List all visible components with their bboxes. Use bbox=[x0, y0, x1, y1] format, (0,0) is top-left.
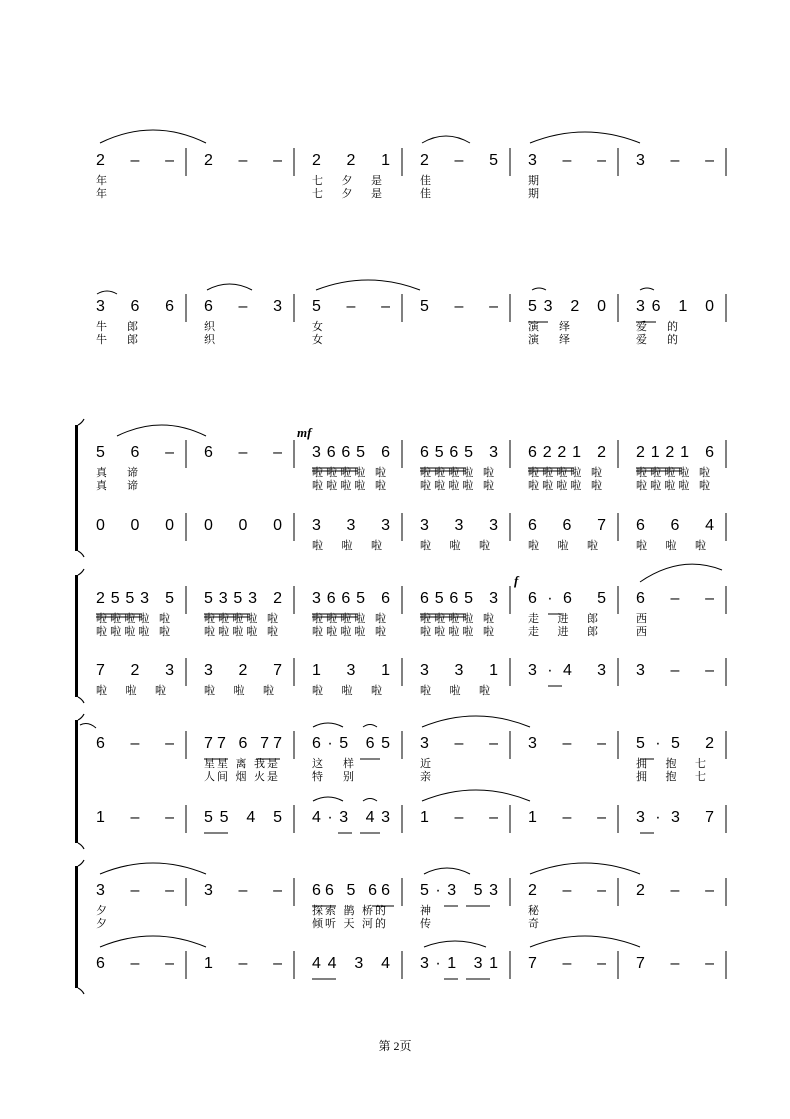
measure-notes: 3 6 6 bbox=[96, 298, 174, 315]
dynamic-mark: mf bbox=[297, 425, 312, 440]
system-brace bbox=[75, 866, 78, 988]
measure-notes: 1 – – bbox=[420, 809, 498, 826]
measure-notes: 3 – – bbox=[528, 735, 606, 752]
lyric-text: 真 谛 bbox=[96, 479, 138, 492]
measure-notes: 3 – – bbox=[528, 152, 606, 169]
brace-cap-top bbox=[78, 419, 84, 425]
brace-cap-bottom bbox=[78, 697, 84, 703]
measure-notes: 3 3 3 bbox=[312, 517, 390, 534]
measure-notes: 3 3 3 bbox=[420, 517, 498, 534]
measure-notes: 6565 3 bbox=[420, 590, 498, 607]
lyric-text: 佳 bbox=[420, 187, 431, 200]
lyric-text: 年 bbox=[96, 174, 107, 187]
measure-notes: 5 – – bbox=[312, 298, 390, 315]
measure-notes: 2553 5 bbox=[96, 590, 174, 607]
brace-cap-top bbox=[78, 714, 84, 720]
measure-notes: 2 – – bbox=[204, 152, 282, 169]
page-number: 第 2页 bbox=[378, 1039, 412, 1053]
slur bbox=[530, 936, 640, 947]
lyric-text: 啦啦啦啦 啦 bbox=[312, 612, 386, 625]
lyric-text: 啦啦啦啦 啦 bbox=[636, 466, 710, 479]
system-brace bbox=[75, 425, 78, 551]
slur bbox=[80, 724, 96, 728]
brace-cap-bottom bbox=[78, 551, 84, 557]
measure-notes: 3 – – bbox=[636, 662, 714, 679]
brace-cap-bottom bbox=[78, 988, 84, 994]
lyric-text: 人间 烟 火是 bbox=[204, 770, 278, 783]
lyric-text: 织 bbox=[204, 333, 215, 346]
measure-notes: 2 – – bbox=[528, 882, 606, 899]
lyric-text: 秘 bbox=[528, 904, 539, 917]
lyric-text: 啦 啦 啦 bbox=[96, 684, 166, 697]
lyric-text: 啦啦啦啦 啦 bbox=[96, 625, 170, 638]
brace-cap-bottom bbox=[78, 843, 84, 849]
lyric-text: 传 bbox=[420, 917, 431, 930]
slur bbox=[100, 936, 206, 947]
lyric-text: 爱 的 bbox=[636, 320, 678, 333]
lyric-text: 牛 郎 bbox=[96, 320, 138, 333]
lyric-text: 期 bbox=[528, 187, 539, 200]
measure-notes: 5 – – bbox=[420, 298, 498, 315]
lyric-text: 奇 bbox=[528, 917, 539, 930]
measure-notes: 5 6 – bbox=[96, 444, 174, 461]
brace-cap-top bbox=[78, 860, 84, 866]
lyric-text: 啦啦啦啦 啦 bbox=[636, 479, 710, 492]
lyric-text: 女 bbox=[312, 320, 323, 333]
lyric-text: 啦啦啦啦 啦 bbox=[312, 625, 386, 638]
measure-notes: 6 – 3 bbox=[204, 298, 282, 315]
note-layer bbox=[96, 152, 714, 972]
lyric-text: 星星 离 我是 bbox=[204, 757, 278, 770]
lyric-text: 啦啦啦啦 啦 bbox=[204, 625, 278, 638]
lyric-text: 七 夕 是 bbox=[312, 174, 382, 187]
lyric-text: 拥 抱 七 bbox=[636, 757, 706, 770]
measure-notes: 5353 2 bbox=[204, 590, 282, 607]
lyric-text: 啦啦啦啦 啦 bbox=[312, 466, 386, 479]
lyric-text: 啦啦啦啦 啦 bbox=[96, 612, 170, 625]
slur bbox=[100, 863, 206, 874]
measure-notes: 3·4 3 bbox=[528, 662, 606, 679]
slur bbox=[313, 723, 343, 727]
lyric-text: 走 进 郎 bbox=[528, 612, 598, 625]
lyric-text: 亲 bbox=[420, 770, 431, 783]
measure-notes: 1 – – bbox=[528, 809, 606, 826]
measure-notes: 5·5 2 bbox=[636, 735, 714, 752]
measure-notes: 6565 3 bbox=[420, 444, 498, 461]
lyric-text: 女 bbox=[312, 333, 323, 346]
lyric-text: 走 进 郎 bbox=[528, 625, 598, 638]
lyric-text: 织 bbox=[204, 320, 215, 333]
system-braces bbox=[75, 419, 84, 994]
measure-notes: 6221 2 bbox=[528, 444, 606, 461]
slur bbox=[424, 868, 470, 874]
slur bbox=[640, 288, 654, 290]
dynamic-mark: f bbox=[514, 573, 519, 588]
measure-notes: 6 – – bbox=[96, 735, 174, 752]
brace-cap-top bbox=[78, 569, 84, 575]
lyric-text: 佳 bbox=[420, 174, 431, 187]
slur bbox=[422, 716, 530, 727]
measure-notes: 6 – – bbox=[204, 444, 282, 461]
measure-notes: 2 2 1 bbox=[312, 152, 390, 169]
measure-notes: 2 – – bbox=[636, 882, 714, 899]
measure-notes: 3 3 1 bbox=[420, 662, 498, 679]
slur bbox=[530, 863, 640, 874]
measure-notes: 3 – – bbox=[636, 152, 714, 169]
measure-notes: 3 2 7 bbox=[204, 662, 282, 679]
lyric-text: 演 绎 bbox=[528, 333, 570, 346]
lyric-text: 啦 啦 啦 bbox=[204, 684, 274, 697]
measure-notes: 6·6 5 bbox=[528, 590, 606, 607]
measure-notes: 36 1 0 bbox=[636, 298, 714, 315]
lyric-text: 年 bbox=[96, 187, 107, 200]
measure-notes: 6 – – bbox=[96, 955, 174, 972]
measure-notes: 55 4 5 bbox=[204, 809, 282, 826]
measure-notes: 6·5 65 bbox=[312, 735, 390, 752]
lyric-text: 西 bbox=[636, 612, 647, 625]
lyric-text: 七 夕 是 bbox=[312, 187, 382, 200]
measure-notes: 3 – – bbox=[204, 882, 282, 899]
measure-notes: 2121 6 bbox=[636, 444, 714, 461]
expression-marks bbox=[80, 130, 722, 979]
lyric-text: 牛 郎 bbox=[96, 333, 138, 346]
lyric-text: 啦啦啦啦 啦 bbox=[528, 479, 602, 492]
slur bbox=[532, 288, 546, 290]
measure-notes: 44 3 4 bbox=[312, 955, 390, 972]
slur bbox=[100, 130, 206, 143]
lyric-text: 啦啦啦啦 啦 bbox=[528, 466, 602, 479]
lyric-text: 神 bbox=[420, 904, 431, 917]
lyric-text: 倾听 天 河的 bbox=[312, 917, 386, 930]
measure-notes: 3665 6 bbox=[312, 590, 390, 607]
lyric-text: 啦 啦 啦 bbox=[636, 539, 706, 552]
lyric-text: 夕 bbox=[96, 917, 107, 930]
slur bbox=[316, 280, 420, 290]
slur bbox=[363, 725, 377, 728]
lyric-text: 演 绎 bbox=[528, 320, 570, 333]
lyric-text: 拥 抱 七 bbox=[636, 770, 706, 783]
lyric-text: 啦 啦 啦 bbox=[420, 684, 490, 697]
slur bbox=[424, 941, 486, 947]
lyric-text: 啦啦啦啦 啦 bbox=[204, 612, 278, 625]
slur bbox=[422, 136, 470, 143]
measure-notes: 6 6 4 bbox=[636, 517, 714, 534]
lyric-text: 夕 bbox=[96, 904, 107, 917]
lyric-text: 西 bbox=[636, 625, 647, 638]
measure-notes: 3 – – bbox=[420, 735, 498, 752]
measure-notes: 77 6 77 bbox=[204, 735, 282, 752]
lyric-text: 啦啦啦啦 啦 bbox=[420, 479, 494, 492]
lyric-text: 啦啦啦啦 啦 bbox=[420, 466, 494, 479]
slur bbox=[117, 425, 206, 436]
lyric-text: 近 bbox=[420, 757, 431, 770]
lyric-text: 特 别 bbox=[312, 770, 354, 783]
slur bbox=[530, 132, 640, 143]
measure-notes: 4·3 43 bbox=[312, 809, 390, 826]
measure-notes: 3665 6 bbox=[312, 444, 390, 461]
slur bbox=[422, 790, 530, 801]
lyric-text: 啦 啦 啦 bbox=[312, 684, 382, 697]
measure-notes: 1 – – bbox=[96, 809, 174, 826]
slur bbox=[313, 797, 343, 801]
measure-notes: 1 3 1 bbox=[312, 662, 390, 679]
measure-notes: 66 5 66 bbox=[312, 882, 390, 899]
lyric-text: 真 谛 bbox=[96, 466, 138, 479]
measure-notes: 53 2 0 bbox=[528, 298, 606, 315]
measure-notes: 0 0 0 bbox=[96, 517, 174, 534]
slur bbox=[363, 799, 377, 802]
slur bbox=[640, 564, 722, 582]
lyric-text: 期 bbox=[528, 174, 539, 187]
slur bbox=[207, 284, 252, 290]
lyric-text: 啦 啦 啦 bbox=[420, 539, 490, 552]
system-brace bbox=[75, 720, 78, 843]
barlines bbox=[186, 148, 726, 979]
lyric-text: 啦 啦 啦 bbox=[528, 539, 598, 552]
lyric-text: 啦啦啦啦 啦 bbox=[420, 612, 494, 625]
measure-notes: 7 2 3 bbox=[96, 662, 174, 679]
measure-notes: 2 – – bbox=[96, 152, 174, 169]
measure-notes: 6 6 7 bbox=[528, 517, 606, 534]
measure-notes: 3 – – bbox=[96, 882, 174, 899]
lyric-text: 爱 的 bbox=[636, 333, 678, 346]
lyric-text: 啦啦啦啦 啦 bbox=[420, 625, 494, 638]
lyric-text: 啦 啦 啦 bbox=[312, 539, 382, 552]
measure-notes: 0 0 0 bbox=[204, 517, 282, 534]
lyric-text: 探索 鹊 桥的 bbox=[312, 904, 386, 917]
measure-notes: 1 – – bbox=[204, 955, 282, 972]
measure-notes: 5·3 53 bbox=[420, 882, 498, 899]
lyric-text: 啦啦啦啦 啦 bbox=[312, 479, 386, 492]
slur bbox=[97, 291, 117, 294]
measure-notes: 7 – – bbox=[636, 955, 714, 972]
measure-notes: 3·1 31 bbox=[420, 955, 498, 972]
measure-notes: 7 – – bbox=[528, 955, 606, 972]
measure-notes: 2 – 5 bbox=[420, 152, 498, 169]
measure-notes: 3·3 7 bbox=[636, 809, 714, 826]
lyric-text: 这 样 bbox=[312, 757, 354, 770]
system-brace bbox=[75, 575, 78, 697]
measure-notes: 6 – – bbox=[636, 590, 714, 607]
